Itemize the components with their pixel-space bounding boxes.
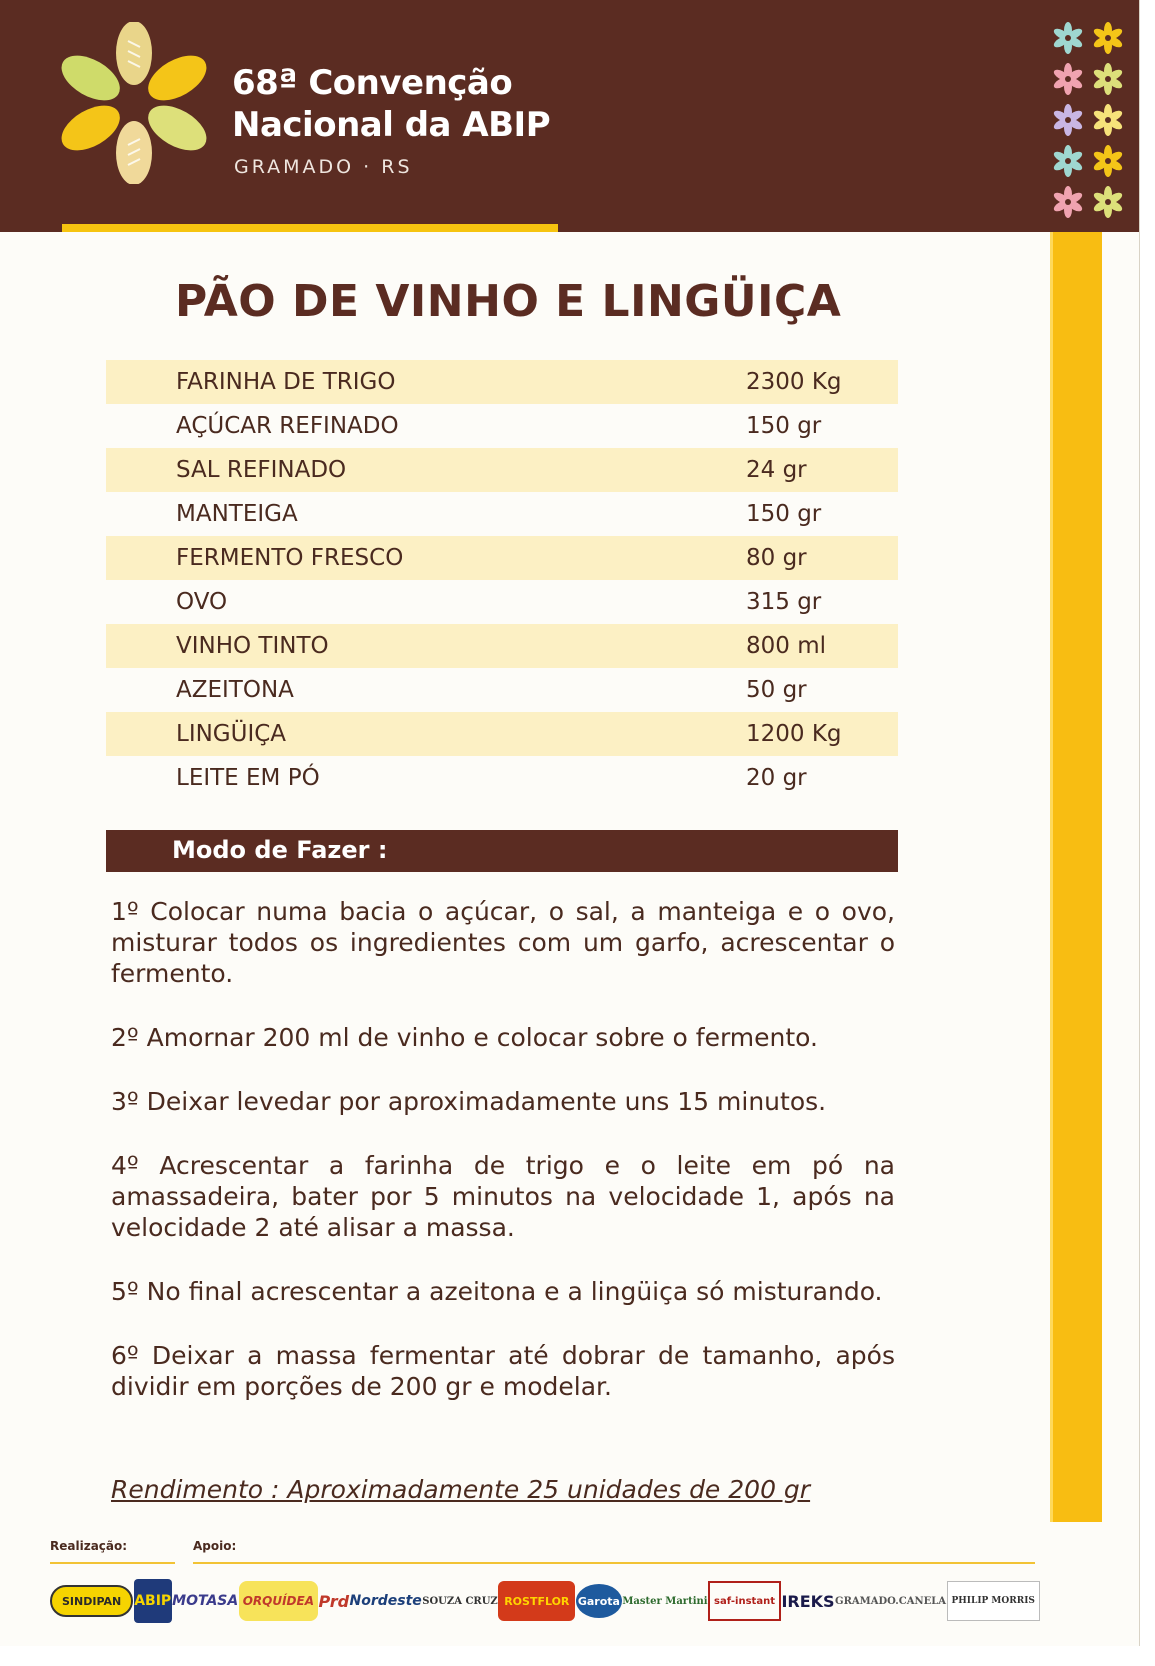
gramado-canela-logo: GRAMADO.CANELA [835,1595,947,1607]
ingredient-qty: 1200 Kg [746,721,842,747]
recipe-yield: Rendimento : Aproximadamente 25 unidades de 200 gr [111,1475,811,1504]
flower-center [1105,199,1111,205]
ingredient-qty: 150 gr [746,413,822,439]
ingredient-name: MANTEIGA [176,501,298,527]
ingredient-qty: 50 gr [746,677,807,703]
ingredient-qty: 800 ml [746,633,827,659]
ingredient-qty: 2300 Kg [746,369,842,395]
ingredient-row [106,492,898,536]
method-header-bar [106,830,898,872]
ingredient-name: FARINHA DE TRIGO [176,369,396,395]
convention-title [232,62,550,146]
prd-logo: Prd [318,1591,350,1611]
ireks-logo: IREKS [781,1591,835,1611]
ingredients-table [106,360,898,800]
method-step: 6º Deixar a massa fermentar até dobrar de tamanho, após dividir em porções de 200 gr e modelar. [111,1341,895,1401]
method-step: 2º Amornar 200 ml de vinho e colocar sobre o fermento. [111,1023,818,1052]
method-heading: Modo de Fazer : [172,836,388,864]
ingredient-name: AZEITONA [176,677,294,703]
flower-center [1065,35,1071,41]
abip-flower-logo-icon [58,22,210,184]
ingredient-qty: 315 gr [746,589,822,615]
sponsor-logos [50,1575,1040,1627]
nordeste-logo: Nordeste [349,1593,422,1609]
rostflor-logo: ROSTFLOR [498,1581,575,1621]
orquidea-logo: ORQUÍDEA [239,1581,318,1621]
scan-edge-bottom [0,1646,1155,1666]
ingredient-name: VINHO TINTO [176,633,329,659]
ingredient-row [106,360,898,404]
side-stripe-highlight [1050,232,1053,1522]
ingredient-row [106,668,898,712]
method-steps [111,896,895,1435]
ingredient-row [106,624,898,668]
convention-title-line1: 68ª Convenção [232,63,513,103]
philip-morris-logo: PHILIP MORRIS [947,1581,1040,1621]
ingredient-row [106,756,898,800]
recipe-title: PÃO DE VINHO E LINGÜIÇA [175,276,842,327]
ingredient-qty: 150 gr [746,501,822,527]
flower-center [1105,35,1111,41]
flower-center [1065,199,1071,205]
convention-city: GRAMADO · RS [234,156,413,178]
abip-logo: ABIP [134,1579,172,1623]
ingredient-row [106,536,898,580]
ingredient-name: SAL REFINADO [176,457,347,483]
ingredient-name: LINGÜIÇA [176,721,287,747]
ingredient-name: FERMENTO FRESCO [176,545,404,571]
flower-center [1105,158,1111,164]
side-yellow-stripe [1050,232,1102,1522]
flower-center [1065,117,1071,123]
ingredient-qty: 20 gr [746,765,807,791]
ingredient-qty: 24 gr [746,457,807,483]
apoio-underline [193,1562,1035,1564]
realizacao-underline [50,1562,175,1564]
method-step: 5º No final acrescentar a azeitona e a lingüiça só misturando. [111,1277,883,1306]
ingredient-row [106,712,898,756]
ingredient-qty: 80 gr [746,545,807,571]
scan-edge-right [1140,0,1155,1666]
garota-logo: Garota [576,1584,622,1618]
saf-instant-logo: saf-instant [708,1581,781,1621]
realizacao-label: Realização: [50,1539,128,1553]
convention-title-line2: Nacional da ABIP [232,105,551,145]
flower-center [1105,117,1111,123]
ingredient-name: LEITE EM PÓ [176,765,320,791]
header-yellow-underline [62,224,558,232]
ingredient-name: AÇÚCAR REFINADO [176,413,399,439]
souza-cruz-logo: SOUZA CRUZ [422,1595,498,1607]
method-step: 1º Colocar numa bacia o açúcar, o sal, a manteiga e o ovo, misturar todos os ingredientes com um garfo, acrescentar o fermento. [111,897,895,988]
flower-center [1065,76,1071,82]
sindipan-logo: SINDIPAN [50,1585,133,1617]
motasa-logo: MOTASA [172,1593,239,1609]
header-band [0,0,1155,232]
decorative-flowers-icon [1050,18,1130,223]
ingredient-row [106,448,898,492]
method-step: 4º Acrescentar a farinha de trigo e o leite em pó na amassadeira, bater por 5 minutos na velocidade 1, após na velocidade 2 até alisar a massa. [111,1151,895,1242]
apoio-label: Apoio: [193,1539,237,1553]
ingredient-name: OVO [176,589,228,615]
flower-center [1105,76,1111,82]
ingredient-row [106,580,898,624]
ingredient-row [106,404,898,448]
method-step: 3º Deixar levedar por aproximadamente uns 15 minutos. [111,1087,827,1116]
flower-center [1065,158,1071,164]
master-martini-logo: Master Martini [622,1595,708,1607]
